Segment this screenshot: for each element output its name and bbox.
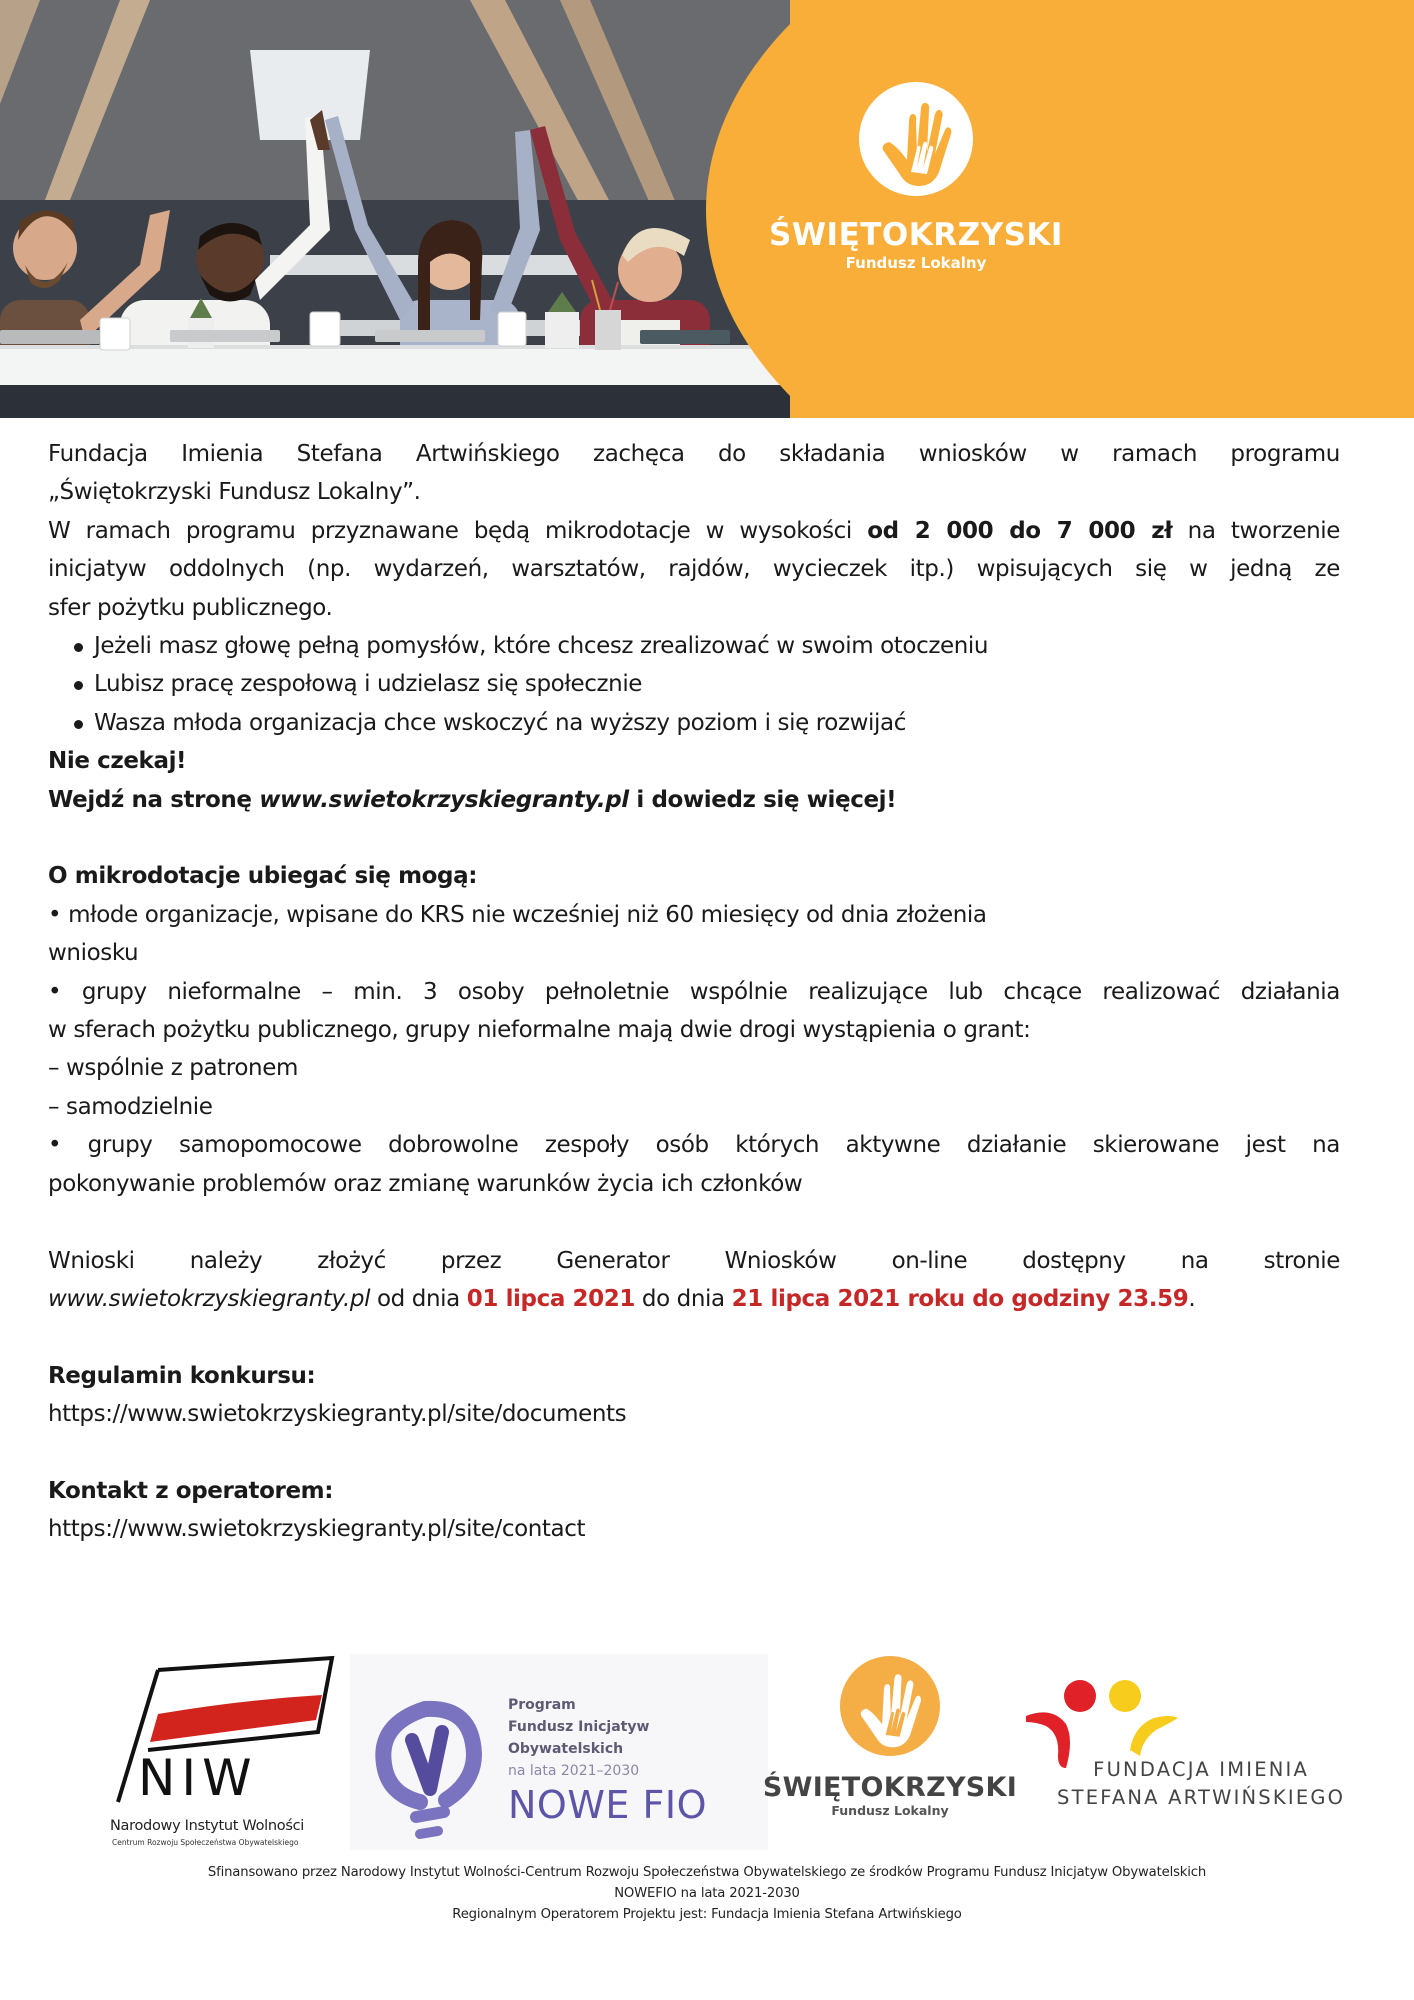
generator-link[interactable]: www.swietokrzyskiegranty.pl <box>48 1285 371 1312</box>
spacer <box>48 1434 1340 1472</box>
grant-line-1 <box>48 512 1340 550</box>
list-item: Lubisz pracę zespołową i udzielasz się społecznie <box>72 665 1340 703</box>
grant-suffix: na tworzenie <box>1172 517 1340 544</box>
spacer <box>48 1318 1340 1356</box>
fsa-text <box>1057 1756 1345 1812</box>
fio-citizen: Obywatelskich <box>508 1741 624 1757</box>
team-photo-illustration <box>0 0 790 418</box>
date-to: 21 lipca 2021 roku do godziny 23.59 <box>731 1285 1189 1312</box>
funding-credits <box>0 1862 1414 1925</box>
period: . <box>1188 1285 1196 1312</box>
regulations-heading: Regulamin konkursu: <box>48 1362 316 1389</box>
eligibility-item-3: • grupy samopomocowe dobrowolne zespoły osób których aktywne działanie skierowane jest na <box>48 1132 1340 1159</box>
list-item: Wasza młoda organizacja chce wskoczyć na wyższy poziom i się rozwijać <box>72 704 1340 742</box>
swietokrzyski-footer-logo <box>760 1656 1020 1846</box>
eligibility-item-1: • młode organizacje, wpisane do KRS nie wcześniej niż 60 miesięcy od dnia złożenia <box>48 901 987 928</box>
eligibility-item-2-cont: w sferach pożytku publicznego, grupy nieformalne mają dwie drogi wystąpienia o grant: <box>48 1017 1031 1044</box>
lightbulb-icon <box>350 1654 500 1850</box>
credits-line-1: Sfinansowano przez Narodowy Instytut Wolności-Centrum Rozwoju Społeczeństwa Obywatelskiego ze środków Programu Fundusz Inicjatyw Obywatelskich <box>207 1865 1207 1880</box>
team-photo <box>0 0 790 418</box>
eligibility-heading: O mikrodotacje ubiegać się mogą: <box>48 863 478 890</box>
niw-subtitle: Centrum Rozwoju Społeczeństwa Obywatelskiego <box>112 1838 299 1847</box>
intro-line-2: „Świętokrzyski Fundusz Lokalny”. <box>48 479 421 506</box>
grant-line-2: inicjatyw oddolnych (np. wydarzeń, warsztatów, rajdów, wycieczek itp.) wpisujących się w jedną ze <box>48 556 1340 583</box>
credits-line-3: Regionalnym Operatorem Projektu jest: Fundacja Imienia Stefana Artwińskiego <box>452 1907 962 1922</box>
hands-icon <box>840 1656 940 1756</box>
contact-link[interactable]: https://www.swietokrzyskiegranty.pl/site/contact <box>48 1516 586 1543</box>
niw-logo <box>100 1650 350 1860</box>
cta-suffix: i dowiedz się więcej! <box>628 786 897 813</box>
brand-subtitle: Fundusz Lokalny <box>845 254 987 272</box>
fsa-line-2: STEFANA ARTWIŃSKIEGO <box>1057 1786 1346 1809</box>
swk-subtitle: Fundusz Lokalny <box>831 1803 949 1818</box>
grant-amount: od 2 000 do 7 000 zł <box>867 517 1173 544</box>
to-label: do dnia <box>634 1285 732 1312</box>
nowe-fio-text <box>508 1694 707 1828</box>
eligibility-item-3-cont: pokonywanie problemów oraz zmianę warunków życia ich członków <box>48 1170 803 1197</box>
niw-flag-icon <box>100 1650 350 1810</box>
figures-icon <box>1022 1678 1202 1768</box>
from-label: od dnia <box>370 1285 467 1312</box>
partner-logos <box>0 1650 1414 1860</box>
cta-line-2 <box>48 781 1340 819</box>
fio-title: NOWE FIO <box>508 1783 707 1827</box>
eligibility-item-1-cont: wniosku <box>48 940 139 967</box>
hands-icon <box>859 82 973 196</box>
fundacja-artwinskiego-logo <box>1022 1678 1346 1838</box>
credits-line-2: NOWEFIO na lata 2021-2030 <box>614 1886 800 1901</box>
fio-fund: Fundusz Inicjatyw <box>508 1719 650 1735</box>
header-banner <box>0 0 1414 418</box>
swk-name: ŚWIĘTOKRZYSKI <box>762 1772 1018 1803</box>
fio-years: na lata 2021–2030 <box>508 1763 640 1779</box>
eligibility-option-1: – wspólnie z patronem <box>48 1055 298 1082</box>
grant-prefix: W ramach programu przyznawane będą mikrodotacje w wysokości <box>48 517 868 544</box>
nowe-fio-logo <box>350 1654 768 1850</box>
niw-name: Narodowy Instytut Wolności <box>110 1818 305 1834</box>
eligibility-option-2: – samodzielnie <box>48 1093 213 1120</box>
cta-line-1: Nie czekaj! <box>48 748 187 775</box>
regulations-link[interactable]: https://www.swietokrzyskiegranty.pl/site/documents <box>48 1401 627 1428</box>
spacer <box>48 1203 1340 1241</box>
svg-text:NIW: NIW <box>138 1749 258 1807</box>
website-link[interactable]: www.swietokrzyskiegranty.pl <box>259 786 629 813</box>
contact-heading: Kontakt z operatorem: <box>48 1477 334 1504</box>
brand-name: ŚWIĘTOKRZYSKI <box>769 217 1063 253</box>
cta-prefix: Wejdź na stronę <box>48 786 260 813</box>
intro-line-1: Fundacja Imienia Stefana Artwińskiego zachęca do składania wniosków w ramach programu <box>48 441 1340 467</box>
grant-line-3: sfer pożytku publicznego. <box>48 594 333 621</box>
application-line-1: Wnioski należy złożyć przez Generator Wniosków on-line dostępny na stronie <box>48 1247 1340 1274</box>
fsa-line-1: FUNDACJA IMIENIA <box>1093 1758 1310 1781</box>
list-item: Jeżeli masz głowę pełną pomysłów, które chcesz zrealizować w swoim otoczeniu <box>72 627 1340 665</box>
swietokrzyski-header-logo <box>756 82 1076 272</box>
announcement-body <box>48 435 1340 1549</box>
date-from: 01 lipca 2021 <box>466 1285 635 1312</box>
benefits-list <box>48 627 1340 742</box>
eligibility-item-2: • grupy nieformalne – min. 3 osoby pełnoletnie wspólnie realizujące lub chcące realizować działania <box>48 978 1340 1005</box>
application-line-2 <box>48 1280 1340 1318</box>
fio-program: Program <box>508 1697 576 1713</box>
spacer <box>48 819 1340 857</box>
